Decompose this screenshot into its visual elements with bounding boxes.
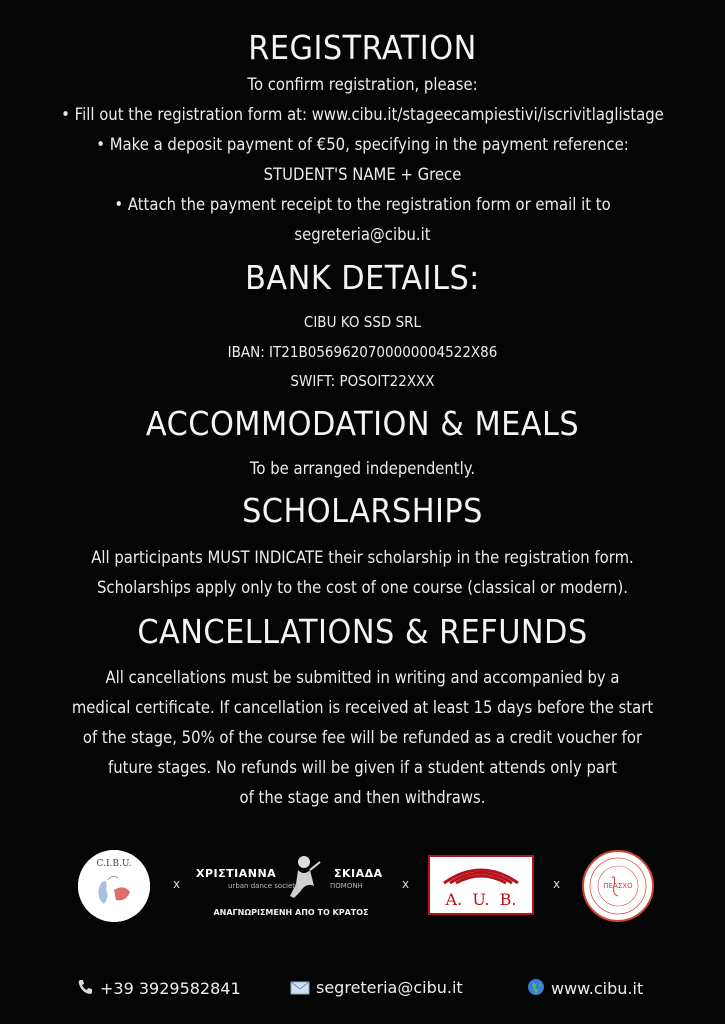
registration-step-2: • Make a deposit payment of €50, specifying in the payment reference: xyxy=(96,135,629,154)
footer-website-url: www.cibu.it xyxy=(551,979,644,998)
registration-email: segreteria@cibu.it xyxy=(294,225,431,244)
accommodation-text: To be arranged independently. xyxy=(249,459,476,478)
christianna-caption: ΑΝΑΓΝΩΡΙΣΜΕΝΗ ΑΠΟ ΤΟ ΚΡΑΤΟΣ xyxy=(213,908,369,917)
email-icon xyxy=(290,980,310,999)
cancellations-line-4: future stages. No refunds will be given if a student attends only part xyxy=(108,758,617,777)
round-logo-text: ΠΕΑΣΧΟ xyxy=(603,882,633,890)
cancellations-line-2: medical certificate. If cancellation is received at least 15 days before the start xyxy=(71,698,654,717)
christianna-subtitle: urban dance society xyxy=(228,882,300,890)
cibu-logo-text: C.I.B.U. xyxy=(96,859,132,869)
bank-details-title: BANK DETAILS: xyxy=(245,258,480,297)
accommodation-title: ACCOMMODATION & MEALS xyxy=(145,404,580,443)
footer-email[interactable] xyxy=(290,978,463,999)
cancellations-title: CANCELLATIONS & REFUNDS xyxy=(137,612,588,651)
scholarships-title: SCHOLARSHIPS xyxy=(242,491,483,530)
logo-separator: x xyxy=(173,877,181,891)
registration-step-3: • Attach the payment receipt to the registration form or email it to xyxy=(114,195,611,214)
registration-intro: To confirm registration, please: xyxy=(247,75,478,94)
round-association-logo xyxy=(582,850,654,922)
phone-icon xyxy=(76,978,94,1000)
christianna-name-left: ΧΡΙΣΤΙΑΝΝΑ xyxy=(196,867,277,880)
christianna-subtitle-2: ΠΟΜΟΝΗ xyxy=(330,882,363,890)
cancellations-line-1: All cancellations must be submitted in writing and accompanied by a xyxy=(105,668,620,687)
aub-logo-text: A. U. B. xyxy=(445,890,517,909)
registration-title: REGISTRATION xyxy=(248,28,477,67)
globe-icon xyxy=(527,978,545,1000)
cibu-logo xyxy=(78,850,150,922)
cancellations-line-3: of the stage, 50% of the course fee will be refunded as a credit voucher for xyxy=(82,728,643,747)
scholarships-line-2: Scholarships apply only to the cost of one course (classical or modern). xyxy=(97,578,628,597)
dancer-icon xyxy=(280,852,324,902)
logo-separator: x xyxy=(553,877,561,891)
footer-website[interactable] xyxy=(527,978,643,1000)
registration-step-2-reference: STUDENT'S NAME + Grece xyxy=(263,165,462,184)
aub-arch-icon xyxy=(442,861,520,887)
bank-account-name: CIBU KO SSD SRL xyxy=(303,313,422,331)
logo-separator: x xyxy=(402,877,410,891)
bank-iban: IBAN: IT21B0569620700000004522X86 xyxy=(227,343,498,361)
aub-logo xyxy=(428,855,534,915)
christianna-skiada-logo xyxy=(196,852,386,922)
footer-phone-number: +39 3929582841 xyxy=(100,979,241,998)
christianna-name-right: ΣΚΙΑΔΑ xyxy=(334,867,383,880)
footer-email-address: segreteria@cibu.it xyxy=(316,978,463,997)
scholarships-line-1: All participants MUST INDICATE their scholarship in the registration form. xyxy=(91,548,634,567)
bank-swift: SWIFT: POSOIT22XXX xyxy=(290,372,435,390)
footer-phone[interactable] xyxy=(76,978,241,1000)
registration-step-1: • Fill out the registration form at: www.cibu.it/stageecampiestivi/iscrivitlaglistage xyxy=(61,105,664,124)
cancellations-line-5: of the stage and then withdraws. xyxy=(239,788,486,807)
